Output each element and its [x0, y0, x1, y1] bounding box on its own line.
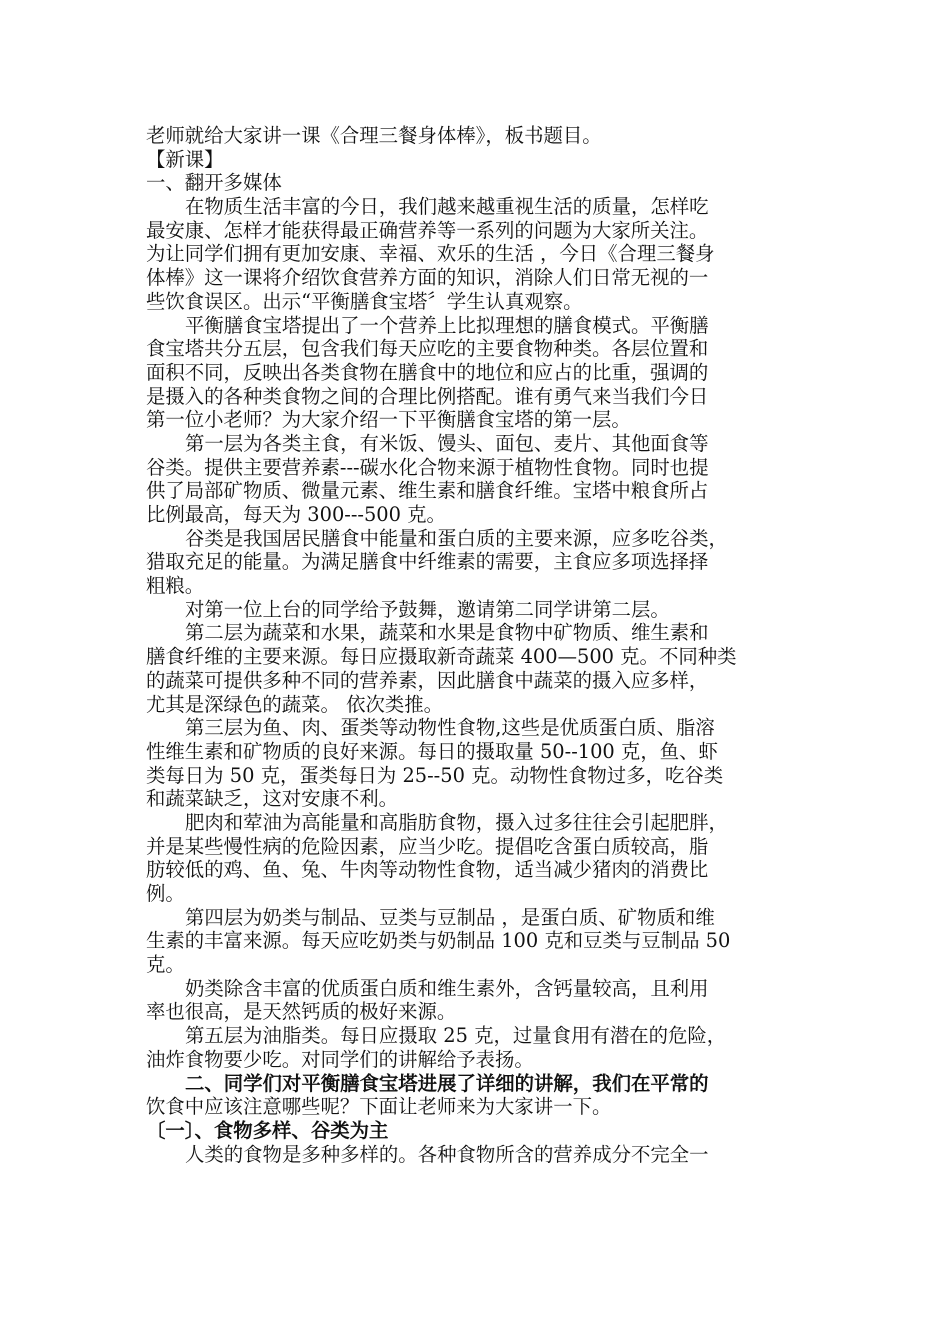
text-line: 为让同学们拥有更加安康、幸福、欢乐的生活 ，今日《合理三餐身 — [146, 242, 715, 266]
text-line: 是摄入的各种类食物之间的合理比例搭配。谁有勇气来当我们今日 — [146, 384, 709, 408]
section-label-new-lesson: 【新课】 — [146, 147, 224, 171]
text-line: 肪较低的鸡、鱼、兔、牛肉等动物性食物，适当减少猪肉的消费比 — [146, 858, 709, 882]
document-page — [146, 124, 806, 1166]
text-line: 饮食中应该注意哪些呢？下面让老师来为大家讲一下。 — [146, 1095, 612, 1119]
paragraph-start: 谷类是我国居民膳食中能量和蛋白质的主要来源，应多吃谷类， — [185, 526, 728, 550]
text-line: 猎取充足的能量。为满足膳食中纤维素的需要，主食应多项选择择 — [146, 550, 709, 574]
text-line: 尤其是深绿色的蔬菜。 依次类推。 — [146, 692, 444, 716]
text-line: 供了局部矿物质、微量元素、维生素和膳食纤维。宝塔中粮食所占 — [146, 479, 709, 503]
text-line: 体棒》这一课将介绍饮食营养方面的知识，消除人们日常无视的一 — [146, 266, 709, 290]
text-line: 并是某些慢性病的危险因素，应当少吃。提倡吃含蛋白质较高，脂 — [146, 834, 709, 858]
text-line: 生素的丰富来源。每天应吃奶类与奶制品 100 克和豆类与豆制品 50 — [146, 929, 731, 953]
paragraph-start: 平衡膳食宝塔提出了一个营养上比拟理想的膳食模式。平衡膳 — [185, 313, 709, 337]
text-line: 比例最高，每天为 300---500 克。 — [146, 503, 446, 526]
subsection-heading: 〔一〕、食物多样、谷类为主 — [146, 1118, 389, 1142]
text-line: 粗粮。 — [146, 574, 205, 598]
text-line: 率也很高，是天然钙质的极好来源。 — [146, 1000, 457, 1024]
text-line: 膳食纤维的主要来源。每日应摄取新奇蔬菜 400—500 克。不同种类 — [146, 645, 737, 669]
text-line: 最安康、怎样才能获得最正确营养等一系列的问题为大家所关注。 — [146, 218, 709, 242]
paragraph-start: 对第一位上台的同学给予鼓舞，邀请第二同学讲第二层。 — [185, 597, 670, 621]
paragraph-start: 人类的食物是多种多样的。各种食物所含的营养成分不完全一 — [185, 1142, 709, 1166]
text-line: 的蔬菜可提供多种不同的营养素，因此膳食中蔬菜的摄入应多样， — [146, 668, 709, 692]
paragraph-start: 第二层为蔬菜和水果，蔬菜和水果是食物中矿物质、维生素和 — [185, 621, 709, 645]
text-line: 面积不同，反映出各类食物在膳食中的地位和应占的比重，强调的 — [146, 360, 709, 384]
text-line: 性维生素和矿物质的良好来源。每日的摄取量 50--100 克，鱼、虾 — [146, 739, 718, 763]
text-line: 和蔬菜缺乏，这对安康不利。 — [146, 787, 399, 811]
paragraph-start: 奶类除含丰富的优质蛋白质和维生素外，含钙量较高，且利用 — [185, 976, 709, 1000]
text-line: 食宝塔共分五层，包含我们每天应吃的主要食物种类。各层位置和 — [146, 337, 709, 361]
text-line: 老师就给大家讲一课《合理三餐身体棒》，板书题目。 — [146, 124, 602, 147]
text-line: 例。 — [146, 882, 185, 905]
paragraph-start: 第五层为油脂类。每日应摄取 25 克，过量食用有潜在的危险， — [185, 1024, 727, 1048]
text-line: 些饮食误区。出示“平衡膳食宝塔〞学生认真观察。 — [146, 289, 583, 313]
paragraph-start: 第三层为鱼、肉、蛋类等动物性食物,这些是优质蛋白质、脂溶 — [185, 716, 715, 740]
text-line: 第一位小老师？为大家介绍一下平衡膳食宝塔的第一层。 — [146, 408, 631, 432]
paragraph-start: 第四层为奶类与制品、豆类与豆制品 ，是蛋白质、矿物质和维 — [185, 905, 715, 929]
section-heading-1: 一、翻开多媒体 — [146, 171, 282, 195]
text-line: 谷类。提供主要营养素---碳水化合物来源于植物性食物。同时也提 — [146, 455, 709, 479]
paragraph-start: 第一层为各类主食，有米饭、馒头、面包、麦片、其他面食等 — [185, 431, 709, 455]
text-line: 克。 — [146, 953, 185, 977]
text-line: 油炸食物要少吃。对同学们的讲解给予表扬。 — [146, 1047, 534, 1071]
text-line: 类每日为 50 克，蛋类每日为 25--50 克。动物性食物过多，吃谷类 — [146, 763, 724, 787]
paragraph-start: 在物质生活丰富的今日，我们越来越重视生活的质量，怎样吃 — [185, 195, 709, 219]
section-heading-2: 二、同学们对平衡膳食宝塔进展了详细的讲解，我们在平常的 — [185, 1071, 709, 1095]
paragraph-start: 肥肉和荤油为高能量和高脂肪食物，摄入过多往往会引起肥胖， — [185, 810, 728, 834]
